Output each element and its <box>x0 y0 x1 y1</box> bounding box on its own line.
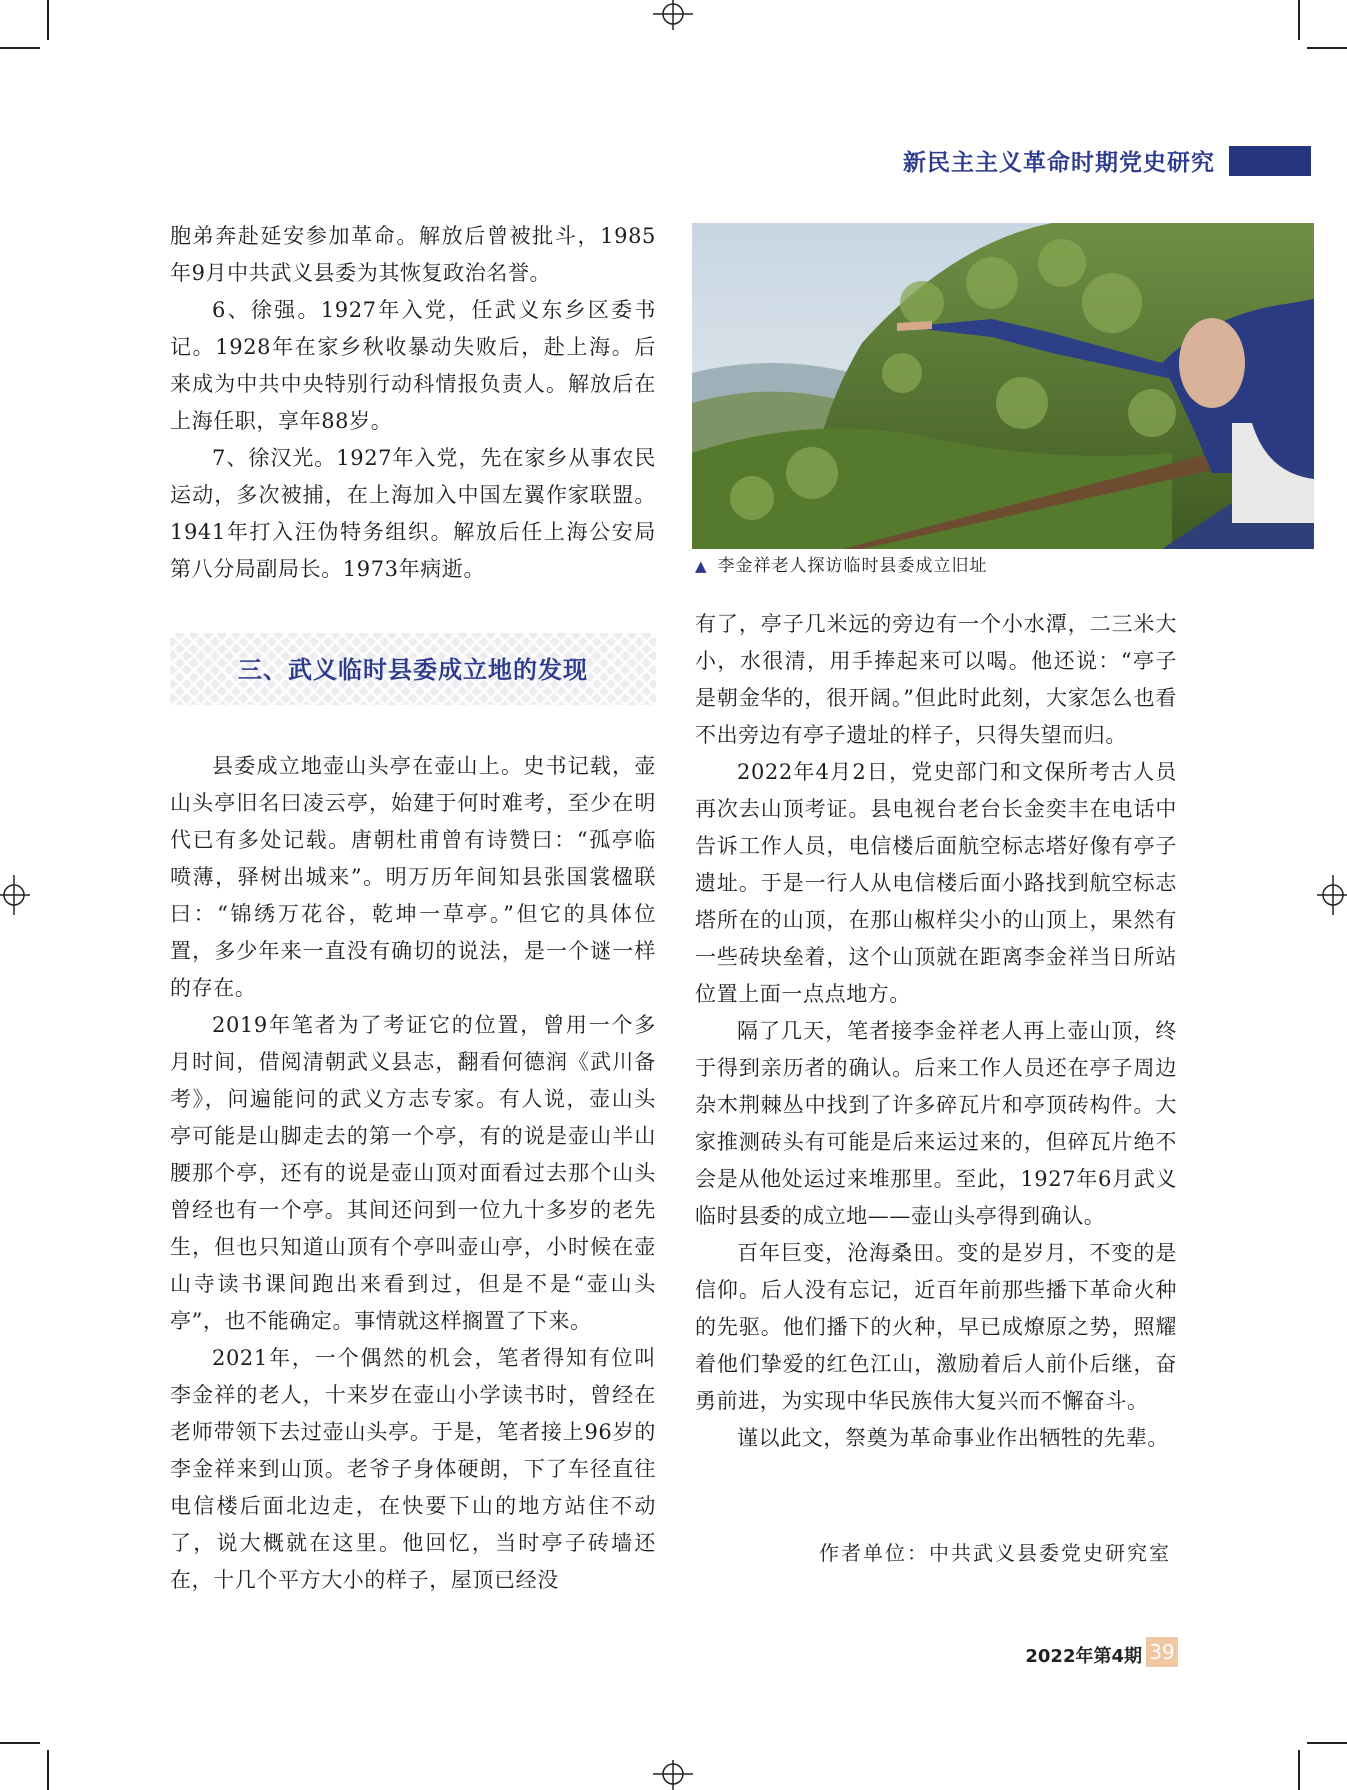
crop-mark <box>1298 1750 1300 1790</box>
crop-mark <box>47 0 49 40</box>
registration-mark-icon <box>653 1750 693 1790</box>
registration-mark-icon <box>0 875 40 915</box>
registration-mark-icon <box>653 0 693 40</box>
crop-mark <box>1307 1742 1347 1744</box>
photo-caption <box>695 553 1295 579</box>
crop-mark <box>1298 0 1300 40</box>
paragraph: 有了，亭子几米远的旁边有一个小水潭，二三米大小，水很清，用手捧起来可以喝。他还说：“亭子是朝金华的，很开阔。”但此时此刻，大家怎么也看不出旁边有亭子遗址的样子，只得失望而归。 <box>695 612 1177 747</box>
article-photo <box>692 223 1314 549</box>
caption-text: 李金祥老人探访临时县委成立旧址 <box>717 556 988 576</box>
left-column-body <box>170 748 656 1599</box>
paragraph: 谨以此文，祭奠为革命事业作出牺牲的先辈。 <box>737 1426 1169 1450</box>
photo-illustration <box>692 223 1314 549</box>
paragraph: 县委成立地壶山头亭在壶山上。史书记载，壶山头亭旧名曰凌云亭，始建于何时难考，至少在明代已有多处记载。唐朝杜甫曾有诗赞曰：“孤亭临喷薄，驿树出城来”。明万历年间知县张国裳楹联曰：“锦绣万花谷，乾坤一草亭。”但它的具体位置，多少年来一直没有确切的说法，是一个谜一样的存在。 <box>170 754 656 1000</box>
paragraph: 7、徐汉光。1927年入党，先在家乡从事农民运动，多次被捕，在上海加入中国左翼作家联盟。1941年打入汪伪特务组织。解放后任上海公安局第八分局副局长。1973年病逝。 <box>170 446 656 581</box>
crop-mark <box>0 1742 40 1744</box>
running-header-title: 新民主主义革命时期党史研究 <box>903 150 1215 176</box>
crop-mark <box>1307 47 1347 49</box>
author-affiliation: 作者单位：中共武义县委党史研究室 <box>819 1541 1171 1565</box>
right-column-body <box>695 606 1177 1457</box>
paragraph: 2021年，一个偶然的机会，笔者得知有位叫李金祥的老人，十来岁在壶山小学读书时，曾经在老师带领下去过壶山头亭。于是，笔者接上96岁的李金祥来到山顶。老爷子身体硬朗，下了车径直往电信楼后面北边走，在快要下山的地方站住不动了，说大概就在这里。他回忆，当时亭子砖墙还在，十几个平方大小的样子，屋顶已经没 <box>170 1346 656 1592</box>
section-heading-band <box>170 633 656 705</box>
paragraph: 百年巨变，沧海桑田。变的是岁月，不变的是信仰。后人没有忘记，近百年前那些播下革命火种的先驱。他们播下的火种，早已成燎原之势，照耀着他们挚爱的红色江山，激励着后人前仆后继，奋勇前进，为实现中华民族伟大复兴而不懈奋斗。 <box>695 1241 1177 1413</box>
left-column-top <box>170 218 656 588</box>
crop-mark <box>47 1750 49 1790</box>
paragraph: 6、徐强。1927年入党，任武义东乡区委书记。1928年在家乡秋收暴动失败后，赴上海。后来成为中共中央特别行动科情报负责人。解放后在上海任职，享年88岁。 <box>170 298 656 433</box>
section-heading: 三、武义临时县委成立地的发现 <box>238 656 588 684</box>
paragraph: 胞弟奔赴延安参加革命。解放后曾被批斗，1985年9月中共武义县委为其恢复政治名誉。 <box>170 224 656 285</box>
header-accent-bar <box>1229 146 1311 176</box>
registration-mark-icon <box>1307 875 1347 915</box>
page-number: 39 <box>1146 1637 1178 1667</box>
paragraph: 2022年4月2日，党史部门和文保所考古人员再次去山顶考证。县电视台老台长金奕丰在电话中告诉工作人员，电信楼后面航空标志塔好像有亭子遗址。于是一行人从电信楼后面小路找到航空标志塔所在的山顶，在那山椒样尖小的山顶上，果然有一些砖块垒着，这个山顶就在距离李金祥当日所站位置上面一点点地方。 <box>695 760 1177 1006</box>
issue-label: 2022年第4期 <box>1025 1646 1142 1667</box>
paragraph: 隔了几天，笔者接李金祥老人再上壶山顶，终于得到亲历者的确认。后来工作人员还在亭子周边杂木荆棘丛中找到了许多碎瓦片和亭顶砖构件。大家推测砖头有可能是后来运过来的，但碎瓦片绝不会是从他处运过来堆那里。至此，1927年6月武义临时县委的成立地——壶山头亭得到确认。 <box>695 1019 1177 1228</box>
caption-triangle-icon: ▲ <box>695 557 708 575</box>
paragraph: 2019年笔者为了考证它的位置，曾用一个多月时间，借阅清朝武义县志，翻看何德润《武川备考》，问遍能问的武义方志专家。有人说，壶山头亭可能是山脚走去的第一个亭，有的说是壶山半山腰那个亭，还有的说是壶山顶对面看过去那个山头曾经也有一个亭。其间还问到一位九十多岁的老先生，但也只知道山顶有个亭叫壶山亭，小时候在壶山寺读书课间跑出来看到过，但是不是“壶山头亭”，也不能确定。事情就这样搁置了下来。 <box>170 1013 656 1333</box>
crop-mark <box>0 47 40 49</box>
